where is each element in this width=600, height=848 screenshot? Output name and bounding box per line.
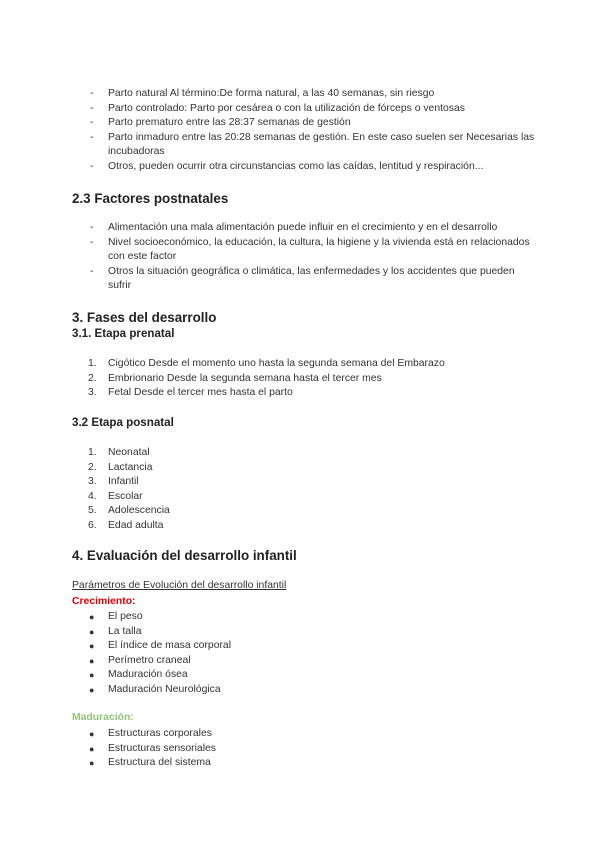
bullet-icon: ● <box>89 670 95 681</box>
dash-marker: - <box>90 102 94 114</box>
list-item <box>0 236 600 265</box>
list-item-text: El índice de masa corporal <box>108 640 232 652</box>
bullet-icon: ● <box>89 626 95 637</box>
bullet-icon: ● <box>89 655 95 666</box>
parameters-subtitle: Parámetros de Evolución del desarrollo infantil <box>72 580 287 591</box>
list-item <box>0 610 600 625</box>
list-item <box>0 131 600 160</box>
bullet-icon: ● <box>89 743 95 754</box>
list-item-text: Edad adulta <box>108 519 164 531</box>
section-3-2-title: 3.2 Etapa posnatal <box>72 416 174 429</box>
list-item-text: Nivel socioeconómico, la educación, la cultura, la higiene y la vivienda está en relacionados con este factor <box>108 236 530 263</box>
dash-marker: - <box>90 265 94 277</box>
list-item <box>0 490 600 505</box>
list-item-text: Parto natural Al término:De forma natural, a las 40 semanas, sin riesgo <box>108 88 435 99</box>
list-number: 6. <box>88 519 97 531</box>
bullet-icon: ● <box>89 641 95 652</box>
dash-marker: - <box>90 88 94 99</box>
list-item <box>0 87 600 102</box>
bullet-icon: ● <box>89 758 95 769</box>
list-number: 3. <box>88 476 97 488</box>
list-item <box>0 683 600 698</box>
prenatal-stages-list <box>0 357 600 401</box>
list-item-text: Alimentación una mala alimentación puede influir en el crecimiento y en el desarrollo <box>108 222 498 233</box>
list-item <box>0 461 600 476</box>
list-item <box>0 654 600 669</box>
list-item <box>0 639 600 654</box>
dash-marker: - <box>90 160 94 172</box>
section-3-title: 3. Fases del desarrollo <box>72 310 217 325</box>
list-item <box>0 475 600 490</box>
maduracion-list <box>0 727 600 771</box>
list-item-text: Estructuras corporales <box>108 728 212 739</box>
list-item-text: Estructuras sensoriales <box>108 742 216 754</box>
postnatal-factors-list <box>0 221 600 294</box>
list-item-text: Cigótico Desde el momento uno hasta la segunda semana del Embarazo <box>108 358 445 369</box>
list-item <box>0 446 600 461</box>
list-item-text: Maduración Neurológica <box>108 683 221 695</box>
list-number: 3. <box>88 387 97 399</box>
list-item <box>0 756 600 771</box>
section-3-1-title: 3.1. Etapa prenatal <box>72 327 175 340</box>
bullet-icon: ● <box>89 729 95 739</box>
list-item <box>0 625 600 640</box>
list-item <box>0 116 600 131</box>
list-item <box>0 519 600 534</box>
list-number: 4. <box>88 490 97 502</box>
list-item-text: Embrionario Desde la segunda semana hasta el tercer mes <box>108 372 382 384</box>
list-number: 5. <box>88 505 97 517</box>
list-item-text: Otros la situación geográfica o climática, las enfermedades y los accidentes que pueden sufrir <box>108 265 515 292</box>
bullet-icon: ● <box>89 612 95 622</box>
section-2-3-title: 2.3 Factores postnatales <box>72 191 229 206</box>
list-item-text: Parto prematuro entre las 28:37 semanas de gestión <box>108 117 351 129</box>
list-item <box>0 742 600 757</box>
list-item-text: Parto controlado: Parto por cesárea o con la utilización de fórceps o ventosas <box>108 102 465 114</box>
list-number: 1. <box>88 447 97 458</box>
list-item-text: Estructura del sistema <box>108 757 211 769</box>
list-item <box>0 265 600 294</box>
list-item-text: El peso <box>108 611 143 622</box>
list-item-text: Fetal Desde el tercer mes hasta el parto <box>108 387 293 399</box>
birth-types-list <box>0 87 600 175</box>
list-item <box>0 357 600 372</box>
list-item-text: Lactancia <box>108 461 153 473</box>
list-item <box>0 668 600 683</box>
list-item-text: Infantil <box>108 476 139 488</box>
list-item <box>0 221 600 236</box>
list-number: 1. <box>88 358 97 369</box>
list-number: 2. <box>88 461 97 473</box>
dash-marker: - <box>90 117 94 129</box>
list-item <box>0 727 600 742</box>
list-item <box>0 372 600 387</box>
list-item-text: Adolescencia <box>108 505 170 517</box>
list-item-text: Parto inmaduro entre las 20:28 semanas de gestión. En este caso suelen ser Necesarias las incubadoras <box>108 131 535 158</box>
crecimiento-label: Crecimiento: <box>72 596 136 607</box>
dash-marker: - <box>90 236 94 248</box>
list-item-text: Otros, pueden ocurrir otra circunstancias como las caídas, lentitud y respiración... <box>108 160 484 172</box>
list-item-text: Perímetro craneal <box>108 654 191 666</box>
list-item-text: Neonatal <box>108 447 150 458</box>
crecimiento-list <box>0 610 600 698</box>
posnatal-stages-list <box>0 446 600 534</box>
dash-marker: - <box>90 222 94 233</box>
list-item <box>0 102 600 117</box>
list-item <box>0 504 600 519</box>
bullet-icon: ● <box>89 684 95 695</box>
list-number: 2. <box>88 372 97 384</box>
list-item <box>0 386 600 401</box>
maduracion-label: Maduración: <box>72 712 134 723</box>
dash-marker: - <box>90 131 94 143</box>
list-item-text: La talla <box>108 625 142 637</box>
list-item <box>0 160 600 175</box>
list-item-text: Escolar <box>108 490 143 502</box>
section-4-title: 4. Evaluación del desarrollo infantil <box>72 548 297 563</box>
list-item-text: Maduración ósea <box>108 669 188 681</box>
